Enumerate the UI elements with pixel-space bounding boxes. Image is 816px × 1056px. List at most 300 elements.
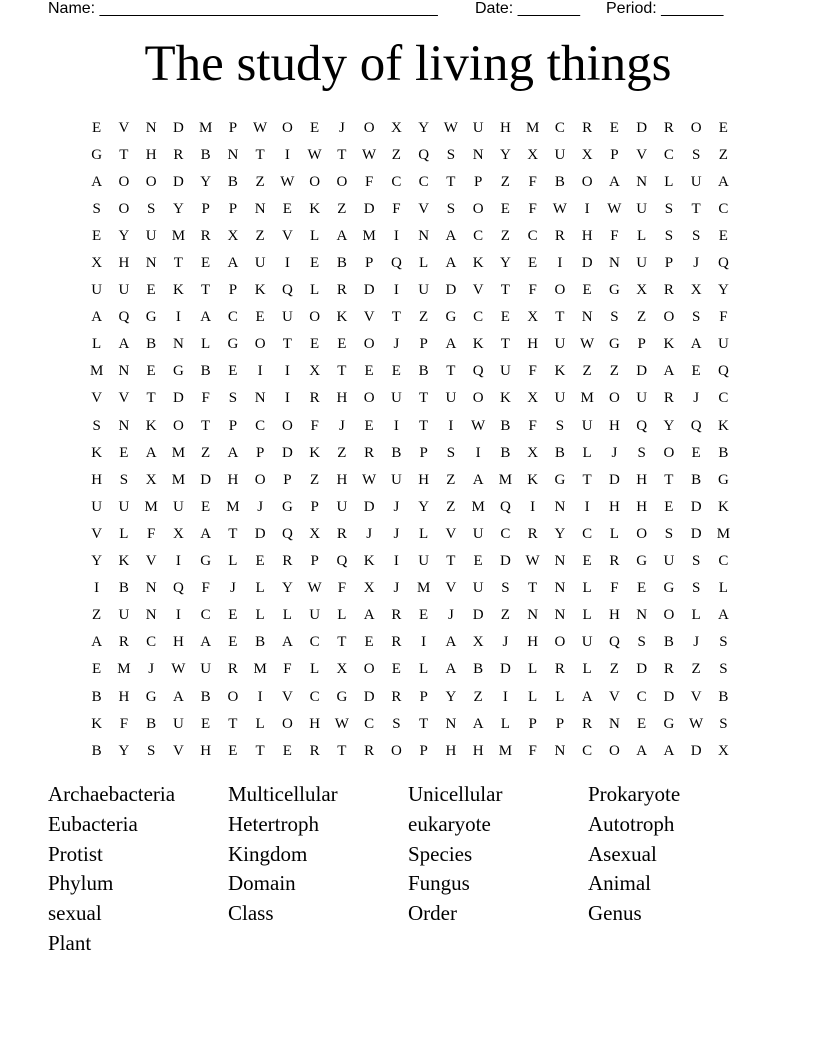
grid-letter[interactable]: D (200, 471, 212, 488)
grid-letter[interactable]: X (527, 444, 539, 461)
grid-letter[interactable]: M (580, 390, 594, 407)
grid-letter[interactable]: Z (691, 661, 701, 678)
grid-letter[interactable]: G (200, 553, 212, 570)
grid-letter[interactable]: Y (663, 417, 675, 434)
grid-letter[interactable]: M (471, 498, 485, 515)
grid-letter[interactable]: H (608, 498, 620, 515)
grid-letter[interactable]: U (281, 309, 293, 326)
grid-letter[interactable]: H (608, 607, 620, 624)
grid-letter[interactable]: H (499, 119, 511, 136)
grid-letter[interactable]: L (582, 607, 592, 624)
grid-letter[interactable]: P (228, 417, 238, 434)
grid-letter[interactable]: R (554, 227, 565, 244)
grid-letter[interactable]: P (419, 688, 428, 705)
grid-letter[interactable]: X (91, 255, 103, 272)
grid-letter[interactable]: X (390, 119, 402, 136)
grid-letter[interactable]: I (584, 200, 590, 217)
grid-letter[interactable]: A (636, 742, 648, 759)
grid-letter[interactable]: S (228, 390, 238, 407)
grid-letter[interactable]: L (718, 580, 728, 597)
grid-letter[interactable]: S (555, 417, 565, 434)
grid-letter[interactable]: S (446, 146, 456, 163)
grid-letter[interactable]: Z (337, 444, 347, 461)
grid-letter[interactable]: C (636, 688, 647, 705)
grid-letter[interactable]: L (609, 525, 619, 542)
grid-letter[interactable]: U (663, 553, 675, 570)
grid-letter[interactable]: A (336, 227, 348, 244)
grid-letter[interactable]: K (91, 715, 103, 732)
grid-letter[interactable]: T (446, 363, 456, 380)
grid-letter[interactable]: K (91, 444, 103, 461)
grid-letter[interactable]: U (472, 119, 484, 136)
grid-letter[interactable]: M (253, 661, 267, 678)
grid-letter[interactable]: M (144, 498, 158, 515)
grid-letter[interactable]: U (390, 390, 402, 407)
grid-letter[interactable]: I (393, 553, 399, 570)
grid-letter[interactable]: K (554, 363, 566, 380)
grid-letter[interactable]: G (717, 471, 729, 488)
grid-letter[interactable]: Z (255, 227, 265, 244)
grid-letter[interactable]: N (227, 146, 239, 163)
grid-letter[interactable]: K (472, 255, 484, 272)
grid-letter[interactable]: N (145, 119, 157, 136)
grid-letter[interactable]: Z (718, 146, 728, 163)
grid-letter[interactable]: E (691, 363, 701, 380)
grid-letter[interactable]: I (284, 255, 290, 272)
grid-letter[interactable]: W (525, 553, 540, 570)
grid-letter[interactable]: F (528, 363, 537, 380)
grid-letter[interactable]: V (281, 227, 293, 244)
grid-letter[interactable]: Q (472, 363, 484, 380)
grid-letter[interactable]: H (608, 417, 620, 434)
grid-letter[interactable]: L (691, 607, 701, 624)
grid-letter[interactable]: C (718, 200, 729, 217)
grid-letter[interactable]: O (118, 173, 130, 190)
grid-letter[interactable]: U (636, 200, 648, 217)
grid-letter[interactable]: F (119, 715, 129, 732)
grid-letter[interactable]: Y (200, 173, 212, 190)
grid-letter[interactable]: H (118, 688, 130, 705)
grid-letter[interactable]: M (171, 227, 186, 244)
grid-letter[interactable]: N (145, 580, 157, 597)
grid-letter[interactable]: T (446, 553, 456, 570)
grid-letter[interactable]: I (393, 417, 399, 434)
grid-letter[interactable]: Y (172, 200, 184, 217)
grid-letter[interactable]: W (689, 715, 704, 732)
grid-letter[interactable]: U (91, 282, 103, 299)
grid-letter[interactable]: G (445, 309, 457, 326)
grid-letter[interactable]: I (175, 309, 181, 326)
grid-letter[interactable]: P (228, 119, 238, 136)
grid-letter[interactable]: I (94, 580, 100, 597)
grid-letter[interactable]: C (309, 634, 320, 651)
grid-letter[interactable]: I (175, 553, 181, 570)
grid-letter[interactable]: T (500, 336, 510, 353)
grid-letter[interactable]: P (201, 200, 210, 217)
grid-letter[interactable]: P (419, 742, 428, 759)
grid-letter[interactable]: E (255, 309, 265, 326)
grid-letter[interactable]: Y (445, 688, 457, 705)
grid-letter[interactable]: J (393, 525, 400, 542)
grid-letter[interactable]: E (310, 255, 320, 272)
grid-letter[interactable]: H (118, 255, 130, 272)
name-field[interactable]: Name: ______________________________________ (48, 0, 438, 17)
grid-letter[interactable]: H (172, 634, 184, 651)
grid-letter[interactable]: I (421, 634, 427, 651)
grid-letter[interactable]: E (582, 282, 592, 299)
grid-letter[interactable]: W (362, 146, 377, 163)
grid-letter[interactable]: U (581, 417, 593, 434)
grid-letter[interactable]: W (307, 146, 322, 163)
grid-letter[interactable]: J (366, 525, 373, 542)
grid-letter[interactable]: O (554, 282, 566, 299)
grid-letter[interactable]: B (91, 742, 102, 759)
grid-letter[interactable]: R (200, 227, 211, 244)
grid-letter[interactable]: O (281, 119, 293, 136)
grid-letter[interactable]: Z (500, 173, 510, 190)
grid-letter[interactable]: Z (500, 227, 510, 244)
grid-letter[interactable]: T (500, 282, 510, 299)
grid-letter[interactable]: A (227, 444, 239, 461)
grid-letter[interactable]: X (690, 282, 702, 299)
grid-letter[interactable]: M (117, 661, 131, 678)
grid-letter[interactable]: L (582, 444, 592, 461)
grid-letter[interactable]: H (527, 634, 539, 651)
grid-letter[interactable]: R (173, 146, 184, 163)
grid-letter[interactable]: E (528, 255, 538, 272)
grid-letter[interactable]: Q (281, 525, 293, 542)
grid-letter[interactable]: O (281, 715, 293, 732)
grid-letter[interactable]: J (611, 444, 618, 461)
grid-letter[interactable]: L (92, 336, 102, 353)
grid-letter[interactable]: L (255, 715, 265, 732)
grid-letter[interactable]: U (254, 255, 266, 272)
grid-letter[interactable]: S (691, 146, 701, 163)
grid-letter[interactable]: H (418, 471, 430, 488)
grid-letter[interactable]: R (663, 390, 674, 407)
grid-letter[interactable]: Y (499, 255, 511, 272)
grid-letter[interactable]: C (255, 417, 266, 434)
grid-letter[interactable]: K (663, 336, 675, 353)
grid-letter[interactable]: V (281, 688, 293, 705)
grid-letter[interactable]: E (582, 553, 592, 570)
grid-letter[interactable]: N (608, 255, 620, 272)
grid-letter[interactable]: L (637, 227, 647, 244)
grid-letter[interactable]: A (363, 607, 375, 624)
grid-letter[interactable]: Y (418, 119, 430, 136)
grid-letter[interactable]: F (528, 742, 537, 759)
grid-letter[interactable]: A (581, 688, 593, 705)
grid-letter[interactable]: B (391, 444, 402, 461)
grid-letter[interactable]: U (554, 390, 566, 407)
grid-letter[interactable]: O (636, 525, 648, 542)
grid-letter[interactable]: Z (391, 146, 401, 163)
grid-letter[interactable]: J (338, 417, 345, 434)
grid-letter[interactable]: M (226, 498, 240, 515)
grid-letter[interactable]: U (499, 363, 511, 380)
grid-letter[interactable]: A (91, 634, 103, 651)
grid-letter[interactable]: R (391, 634, 402, 651)
grid-letter[interactable]: C (309, 688, 320, 705)
grid-letter[interactable]: S (664, 227, 674, 244)
grid-letter[interactable]: X (717, 742, 729, 759)
grid-letter[interactable]: Q (172, 580, 184, 597)
grid-letter[interactable]: C (554, 119, 565, 136)
grid-letter[interactable]: D (172, 390, 184, 407)
grid-letter[interactable]: Q (336, 553, 348, 570)
grid-letter[interactable]: J (693, 634, 700, 651)
grid-letter[interactable]: S (691, 580, 701, 597)
grid-letter[interactable]: B (718, 688, 729, 705)
grid-letter[interactable]: P (419, 336, 428, 353)
grid-letter[interactable]: G (636, 553, 648, 570)
grid-letter[interactable]: B (473, 661, 484, 678)
grid-letter[interactable]: M (498, 471, 513, 488)
grid-letter[interactable]: I (257, 688, 263, 705)
grid-letter[interactable]: Z (201, 444, 211, 461)
grid-letter[interactable]: H (200, 742, 212, 759)
grid-letter[interactable]: O (118, 200, 130, 217)
grid-letter[interactable]: O (309, 173, 321, 190)
grid-letter[interactable]: R (227, 661, 238, 678)
grid-letter[interactable]: B (227, 173, 238, 190)
grid-letter[interactable]: U (145, 227, 157, 244)
grid-letter[interactable]: E (718, 119, 728, 136)
grid-letter[interactable]: G (336, 688, 348, 705)
grid-letter[interactable]: H (227, 471, 239, 488)
grid-letter[interactable]: U (418, 553, 430, 570)
grid-letter[interactable]: D (581, 255, 593, 272)
grid-letter[interactable]: L (555, 688, 565, 705)
grid-letter[interactable]: V (172, 742, 184, 759)
grid-letter[interactable]: D (363, 688, 375, 705)
grid-letter[interactable]: X (227, 227, 239, 244)
grid-letter[interactable]: B (663, 634, 674, 651)
grid-letter[interactable]: O (472, 200, 484, 217)
grid-letter[interactable]: U (445, 390, 457, 407)
grid-letter[interactable]: G (281, 498, 293, 515)
grid-letter[interactable]: D (472, 607, 484, 624)
grid-letter[interactable]: T (446, 173, 456, 190)
grid-letter[interactable]: T (337, 634, 347, 651)
grid-letter[interactable]: Y (118, 227, 130, 244)
grid-letter[interactable]: U (118, 498, 130, 515)
grid-letter[interactable]: P (364, 255, 374, 272)
grid-letter[interactable]: S (446, 444, 456, 461)
grid-letter[interactable]: A (200, 525, 212, 542)
grid-letter[interactable]: T (119, 146, 129, 163)
grid-letter[interactable]: T (255, 146, 265, 163)
grid-letter[interactable]: P (228, 200, 238, 217)
grid-letter[interactable]: U (581, 634, 593, 651)
grid-letter[interactable]: U (472, 525, 484, 542)
grid-letter[interactable]: K (717, 498, 729, 515)
grid-letter[interactable]: K (309, 444, 321, 461)
grid-letter[interactable]: U (336, 498, 348, 515)
grid-letter[interactable]: N (118, 363, 130, 380)
grid-letter[interactable]: V (418, 200, 430, 217)
grid-letter[interactable]: B (691, 471, 702, 488)
grid-letter[interactable]: D (636, 363, 648, 380)
grid-letter[interactable]: S (92, 417, 101, 434)
grid-letter[interactable]: E (228, 634, 238, 651)
grid-letter[interactable]: O (363, 390, 375, 407)
grid-letter[interactable]: H (309, 715, 321, 732)
grid-letter[interactable]: T (201, 417, 211, 434)
grid-letter[interactable]: E (364, 634, 374, 651)
grid-letter[interactable]: S (146, 742, 156, 759)
grid-letter[interactable]: Y (281, 580, 293, 597)
grid-letter[interactable]: A (227, 255, 239, 272)
grid-letter[interactable]: V (608, 688, 620, 705)
grid-letter[interactable]: A (172, 688, 184, 705)
grid-letter[interactable]: S (664, 200, 674, 217)
grid-letter[interactable]: D (172, 173, 184, 190)
grid-letter[interactable]: R (391, 688, 402, 705)
grid-letter[interactable]: L (201, 336, 211, 353)
grid-letter[interactable]: E (201, 498, 211, 515)
grid-letter[interactable]: P (555, 715, 565, 732)
grid-letter[interactable]: G (227, 336, 239, 353)
grid-letter[interactable]: K (472, 336, 484, 353)
grid-letter[interactable]: I (257, 363, 263, 380)
grid-letter[interactable]: C (418, 173, 429, 190)
grid-letter[interactable]: D (363, 282, 375, 299)
grid-letter[interactable]: G (608, 336, 620, 353)
grid-letter[interactable]: B (200, 688, 211, 705)
grid-letter[interactable]: J (229, 580, 236, 597)
grid-letter[interactable]: T (391, 309, 401, 326)
grid-letter[interactable]: T (228, 525, 238, 542)
grid-letter[interactable]: A (445, 336, 457, 353)
grid-letter[interactable]: U (172, 715, 184, 732)
grid-letter[interactable]: A (200, 634, 212, 651)
grid-letter[interactable]: U (554, 146, 566, 163)
grid-letter[interactable]: V (145, 553, 157, 570)
grid-letter[interactable]: N (554, 580, 566, 597)
grid-letter[interactable]: H (527, 336, 539, 353)
grid-letter[interactable]: F (283, 661, 292, 678)
grid-letter[interactable]: O (690, 119, 702, 136)
grid-letter[interactable]: V (118, 390, 130, 407)
grid-letter[interactable]: E (609, 119, 619, 136)
grid-letter[interactable]: J (257, 498, 264, 515)
grid-letter[interactable]: L (582, 661, 592, 678)
grid-letter[interactable]: F (310, 417, 319, 434)
grid-letter[interactable]: R (554, 661, 565, 678)
grid-letter[interactable]: R (336, 525, 347, 542)
grid-letter[interactable]: J (148, 661, 155, 678)
grid-letter[interactable]: E (282, 200, 292, 217)
grid-letter[interactable]: T (582, 471, 592, 488)
grid-letter[interactable]: T (419, 715, 429, 732)
grid-letter[interactable]: K (363, 553, 375, 570)
grid-letter[interactable]: V (445, 580, 457, 597)
grid-letter[interactable]: G (608, 282, 620, 299)
grid-letter[interactable]: D (499, 661, 511, 678)
grid-letter[interactable]: B (336, 255, 347, 272)
grid-letter[interactable]: T (337, 363, 347, 380)
grid-letter[interactable]: W (362, 471, 377, 488)
grid-letter[interactable]: K (717, 417, 729, 434)
grid-letter[interactable]: U (390, 471, 402, 488)
grid-letter[interactable]: J (393, 336, 400, 353)
grid-letter[interactable]: I (284, 390, 290, 407)
grid-letter[interactable]: S (719, 715, 728, 732)
grid-letter[interactable]: D (636, 119, 648, 136)
grid-letter[interactable]: P (310, 498, 319, 515)
grid-letter[interactable]: A (663, 363, 675, 380)
grid-letter[interactable]: S (691, 309, 701, 326)
grid-letter[interactable]: Y (554, 525, 566, 542)
grid-letter[interactable]: V (690, 688, 702, 705)
grid-letter[interactable]: G (663, 715, 675, 732)
grid-letter[interactable]: E (92, 661, 102, 678)
grid-letter[interactable]: Z (637, 309, 647, 326)
grid-letter[interactable]: F (610, 227, 619, 244)
grid-letter[interactable]: W (580, 336, 595, 353)
grid-letter[interactable]: D (363, 200, 375, 217)
grid-letter[interactable]: D (636, 661, 648, 678)
grid-letter[interactable]: S (610, 309, 619, 326)
grid-letter[interactable]: T (419, 417, 429, 434)
grid-letter[interactable]: K (254, 282, 266, 299)
grid-letter[interactable]: W (552, 200, 567, 217)
grid-letter[interactable]: H (445, 742, 457, 759)
grid-letter[interactable]: A (663, 742, 675, 759)
grid-letter[interactable]: R (582, 119, 593, 136)
grid-letter[interactable]: C (527, 227, 538, 244)
grid-letter[interactable]: Z (446, 498, 456, 515)
grid-letter[interactable]: X (363, 580, 375, 597)
grid-letter[interactable]: H (336, 390, 348, 407)
grid-letter[interactable]: M (416, 580, 431, 597)
grid-letter[interactable]: Z (609, 661, 619, 678)
grid-letter[interactable]: E (92, 119, 102, 136)
grid-letter[interactable]: X (527, 390, 539, 407)
grid-letter[interactable]: B (118, 580, 129, 597)
grid-letter[interactable]: B (146, 336, 157, 353)
grid-letter[interactable]: S (92, 200, 101, 217)
grid-letter[interactable]: U (118, 607, 130, 624)
grid-letter[interactable]: A (608, 173, 620, 190)
grid-letter[interactable]: W (253, 119, 268, 136)
grid-letter[interactable]: R (336, 282, 347, 299)
grid-letter[interactable]: D (690, 525, 702, 542)
grid-letter[interactable]: X (581, 146, 593, 163)
grid-letter[interactable]: W (443, 119, 458, 136)
grid-letter[interactable]: I (502, 688, 508, 705)
grid-letter[interactable]: Q (118, 309, 130, 326)
grid-letter[interactable]: T (282, 336, 292, 353)
grid-letter[interactable]: T (228, 715, 238, 732)
grid-letter[interactable]: Z (310, 471, 320, 488)
grid-letter[interactable]: F (392, 200, 401, 217)
grid-letter[interactable]: K (118, 553, 130, 570)
grid-letter[interactable]: Z (609, 363, 619, 380)
grid-letter[interactable]: O (309, 309, 321, 326)
period-field[interactable]: Period: _______ (606, 0, 724, 17)
grid-letter[interactable]: U (91, 498, 103, 515)
grid-letter[interactable]: W (280, 173, 295, 190)
grid-letter[interactable]: S (637, 444, 646, 461)
grid-letter[interactable]: B (91, 688, 102, 705)
grid-letter[interactable]: W (471, 417, 486, 434)
grid-letter[interactable]: I (393, 227, 399, 244)
grid-letter[interactable]: N (554, 498, 566, 515)
grid-letter[interactable]: U (554, 336, 566, 353)
grid-letter[interactable]: B (200, 363, 211, 380)
